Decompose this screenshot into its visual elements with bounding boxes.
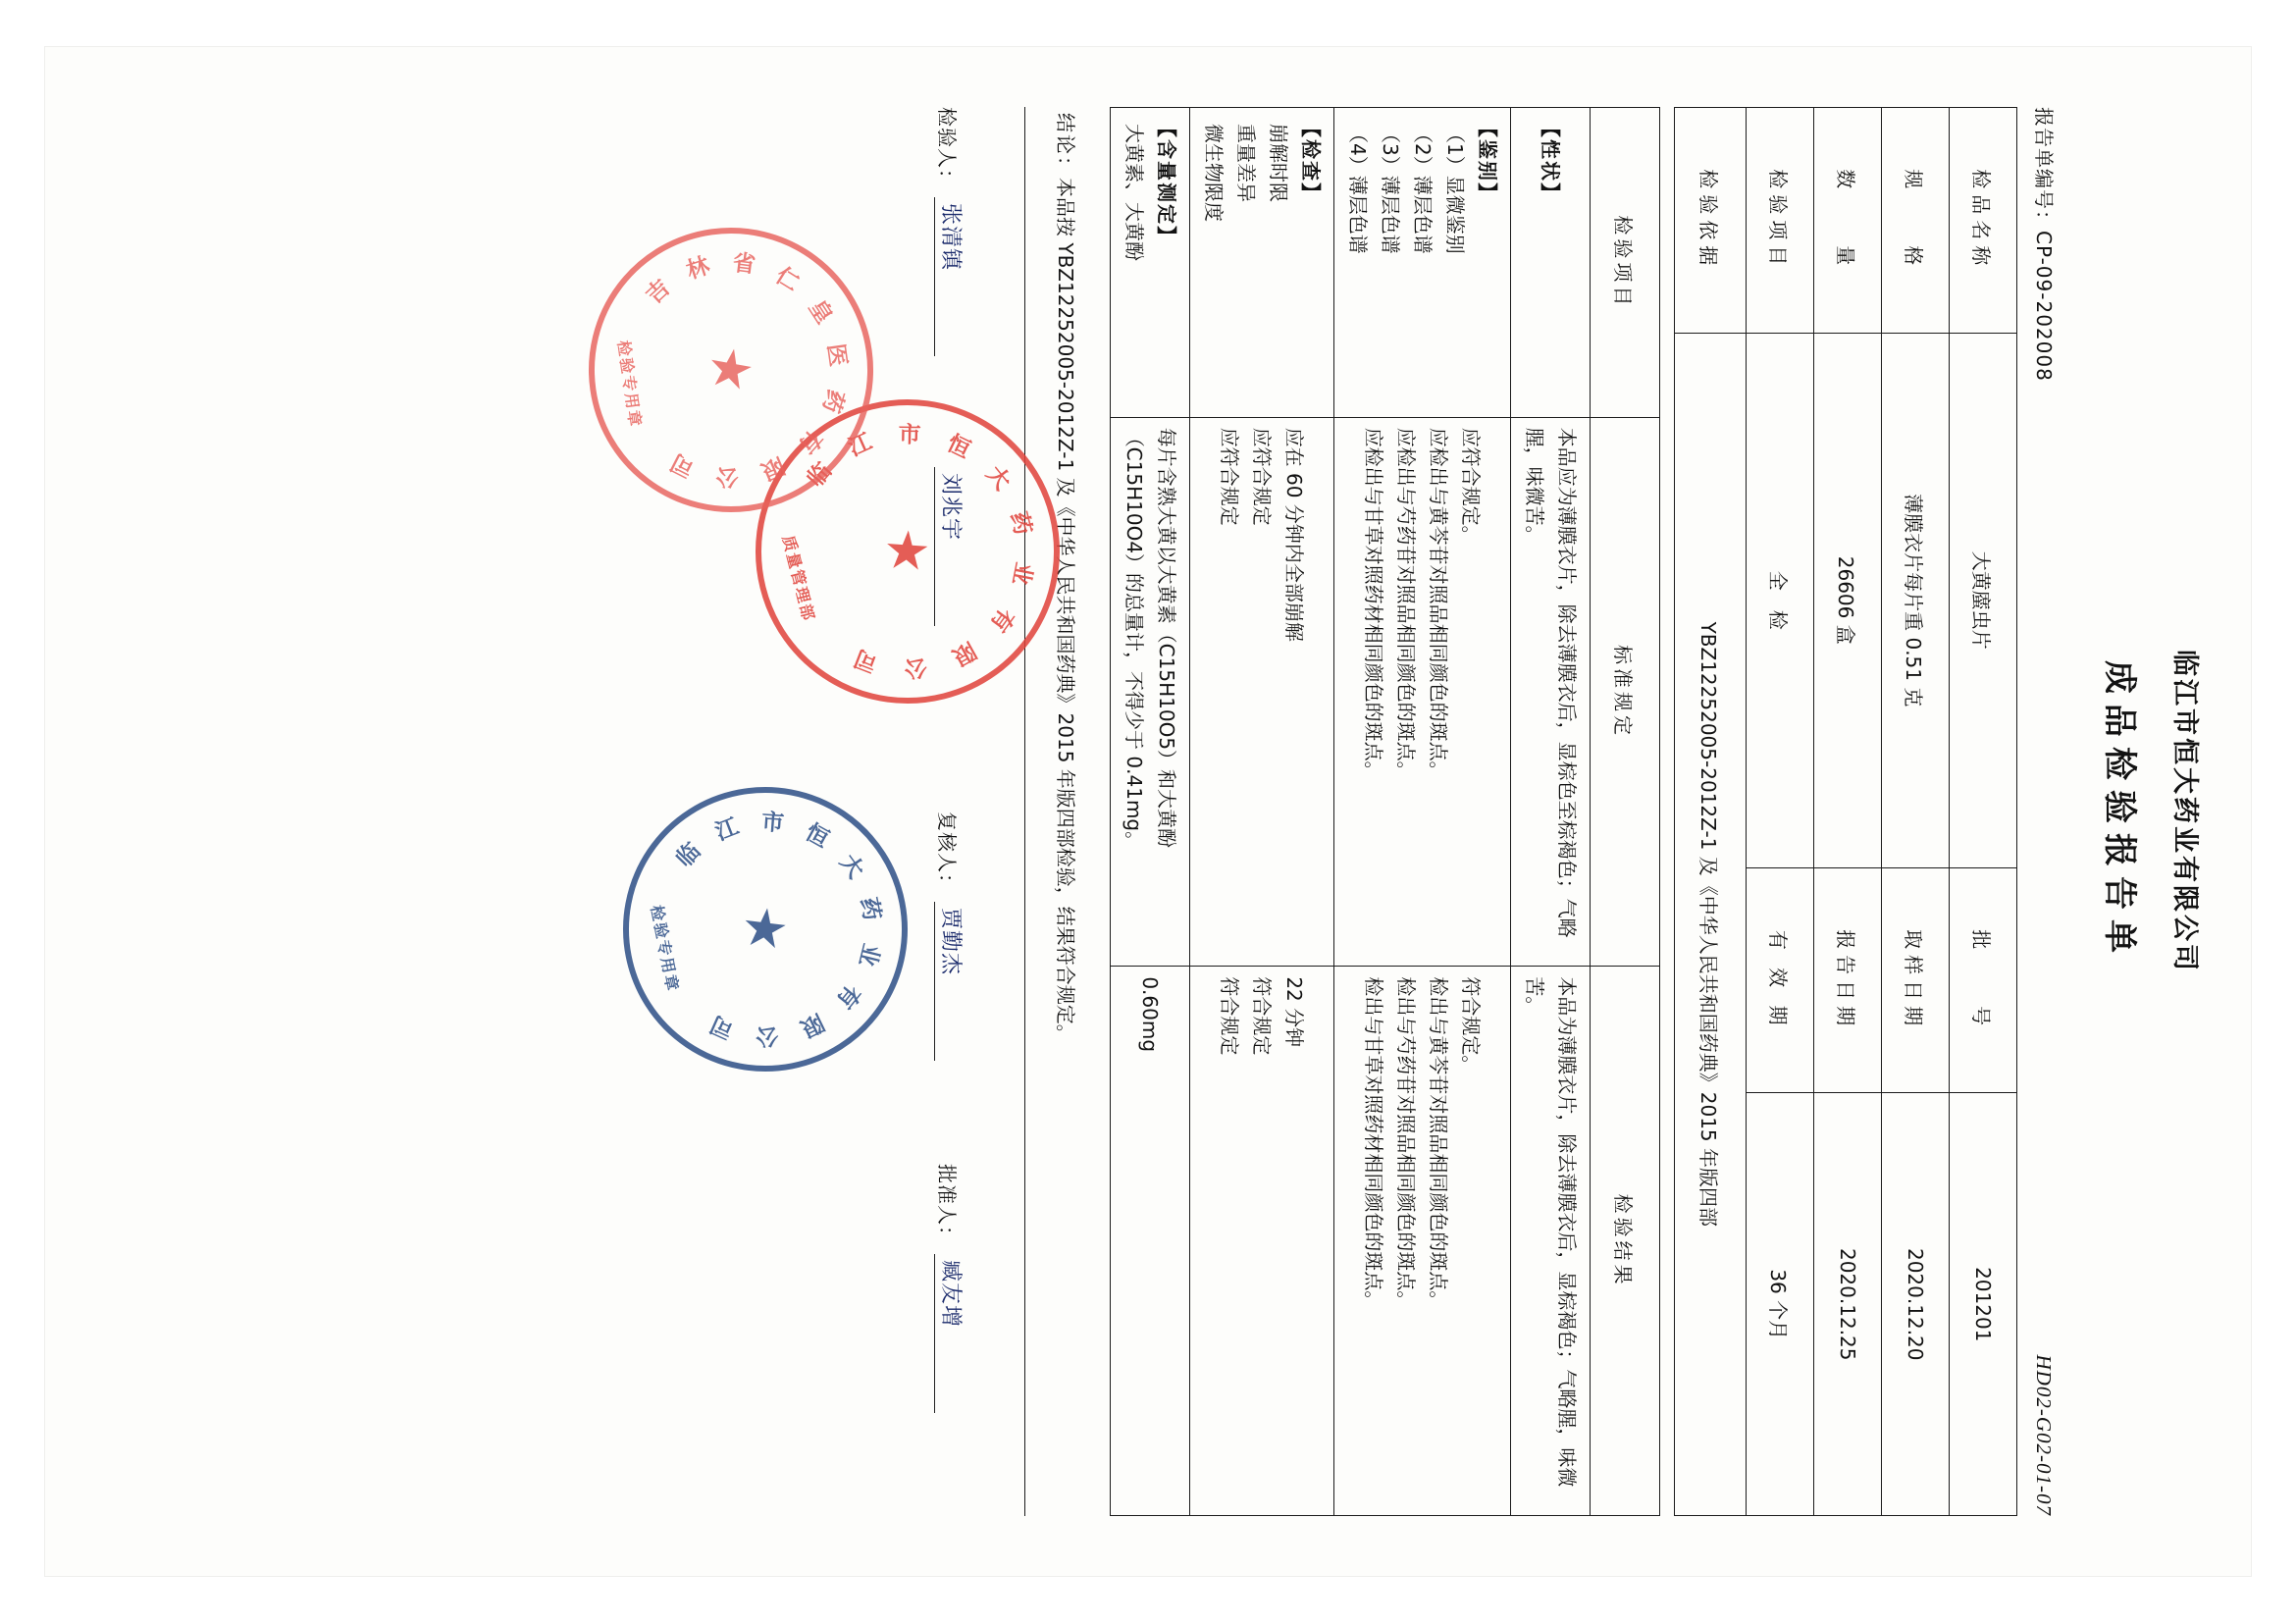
result-spec-jianbie [1334, 417, 1511, 967]
company-seal-red-1 [723, 367, 1092, 736]
document-title: 成品检验报告单 [2100, 660, 2139, 963]
result-item-group-label: 【检查】 [1299, 118, 1323, 204]
info-label-validity: 有 效 期 [1747, 867, 1814, 1093]
info-value-batch-no: 201201 [1950, 1093, 2017, 1516]
info-label-quantity: 数 量 [1814, 108, 1882, 334]
info-value-validity: 36 个月 [1747, 1093, 1814, 1516]
signature-approver [934, 1164, 967, 1516]
info-value-test-items: 全 检 [1747, 333, 1814, 867]
signature-name-reviewer: 贾勤杰 [934, 902, 967, 1061]
signature-inspector-2 [934, 459, 967, 812]
result-value-hanliang: 0.60mg [1111, 967, 1190, 1516]
result-item-sub: （4）薄层色谱 [1346, 124, 1370, 254]
result-spec-hanliang: 每片含熟大黄以大黄素（C15H10O5）和大黄酚（C15H10O4）的总量计，不得少于 0.41mg。 [1111, 417, 1190, 967]
signature-reviewer [934, 812, 967, 1164]
info-label-test-items: 检验项目 [1747, 108, 1814, 334]
info-value-basis: YBZ12252005-2012Z-1 及《中华人民共和国药典》2015 年版四部 [1675, 333, 1747, 1515]
result-spec-xingzhuang: 本品应为薄膜衣片，除去薄膜衣后，显棕色至棕褐色；气略腥，味微苦。 [1511, 417, 1591, 967]
result-line: 符合规定 [1218, 976, 1242, 1056]
result-line: 符合规定 [1250, 976, 1275, 1056]
table-row [1747, 108, 1814, 1516]
result-item-hanliang [1111, 108, 1190, 418]
signature-divider [1024, 107, 1025, 1516]
spec-line: 应在 60 分钟内全部崩解 [1282, 427, 1307, 642]
seal-arc-text: 临 江 市 恒 大 药 业 有 限 公 司 [803, 422, 1037, 681]
info-label-report-date: 报告日期 [1814, 867, 1882, 1093]
spec-line: 应符合规定。 [1459, 427, 1484, 546]
info-label-spec: 规 格 [1882, 108, 1950, 334]
signature-name-inspector-2: 刘兆宇 [934, 467, 967, 626]
info-label-basis: 检验依据 [1675, 108, 1747, 334]
signature-label-reviewer: 复核人： [935, 812, 959, 894]
result-line: 检出与黄芩苷对照品相同颜色的斑点。 [1427, 976, 1451, 1311]
spec-line: 应检出与黄芩苷对照品相同颜色的斑点。 [1427, 427, 1451, 781]
result-item-sub: （1）显微鉴别 [1443, 124, 1467, 254]
result-line: 符合规定。 [1459, 976, 1484, 1075]
spec-line: 应符合规定 [1250, 427, 1275, 526]
result-item-sub: 微生物限度 [1202, 124, 1226, 222]
signature-label-inspector: 检验人： [935, 107, 959, 189]
table-row [1334, 108, 1511, 1516]
result-item-group-label: 【性状】 [1539, 118, 1563, 204]
signature-name-approver: 臧友增 [934, 1254, 967, 1413]
seal-arc-text: 吉 林 省 仁 皇 医 药 有 限 公 司 [641, 250, 851, 490]
result-item-group-label: 【含量测定】 [1155, 118, 1178, 247]
result-item-group-label: 【鉴别】 [1476, 118, 1499, 204]
result-item-jiancha [1190, 108, 1334, 418]
result-item-jianbie [1334, 108, 1511, 418]
result-header-spec: 标准规定 [1591, 417, 1660, 967]
spec-line: 应检出与甘草对照药材相同颜色的斑点。 [1362, 427, 1386, 781]
result-value-jianbie [1334, 967, 1511, 1516]
info-value-product-name: 大黄䗪虫片 [1950, 333, 2017, 867]
company-seal-red-2 [570, 209, 892, 531]
result-table-header [1591, 108, 1660, 1516]
result-item-sub: 重量差异 [1234, 124, 1258, 202]
signature-label-approver: 批准人： [935, 1164, 959, 1246]
result-line: 检出与甘草对照药材相同颜色的斑点。 [1362, 976, 1386, 1311]
company-seal-blue [599, 762, 932, 1096]
seal-bottom-text: 检验专用章 [647, 903, 683, 994]
seal-ring [599, 762, 932, 1096]
result-value-jiancha [1190, 967, 1334, 1516]
result-item-xingzhuang [1511, 108, 1591, 418]
conclusion-text: 本品按 YBZ12252005-2012Z-1 及《中华人民共和国药典》2015 年版四部检验，结果符合规定。 [1054, 178, 1077, 1044]
info-label-sampling-date: 取样日期 [1882, 867, 1950, 1093]
signature-name-inspector: 张清镇 [934, 197, 967, 356]
seal-ring [723, 367, 1092, 736]
star-icon: ★ [697, 341, 766, 398]
info-value-sampling-date: 2020.12.20 [1882, 1093, 1950, 1516]
result-header-item: 检验项目 [1591, 108, 1660, 418]
spec-line: 应检出与芍药苷对照品相同颜色的斑点。 [1394, 427, 1419, 781]
seal-ring [570, 209, 892, 531]
result-item-sub: 崩解时限 [1267, 124, 1290, 202]
report-sheet [44, 46, 2252, 1577]
company-name: 临江市恒大药业有限公司 [2169, 650, 2200, 973]
result-item-sub: （2）薄层色谱 [1411, 124, 1435, 254]
info-table [1674, 107, 2017, 1516]
meta-row [2031, 107, 2060, 1516]
table-row [1511, 108, 1591, 1516]
star-icon: ★ [872, 520, 944, 582]
form-code: HD02-G02-01-07 [2032, 1354, 2056, 1516]
report-number-value: CP-09-202008 [2032, 231, 2056, 382]
result-spec-jiancha [1190, 417, 1334, 967]
table-row [1675, 108, 1747, 1516]
info-value-report-date: 2020.12.25 [1814, 1093, 1882, 1516]
result-item-sub: （3）薄层色谱 [1379, 124, 1402, 254]
result-line: 22 分钟 [1282, 976, 1307, 1048]
result-line: 检出与芍药苷对照品相同颜色的斑点。 [1394, 976, 1419, 1311]
result-table [1110, 107, 1660, 1516]
result-value-xingzhuang: 本品为薄膜衣片，除去薄膜衣后，显棕褐色；气略腥，味微苦。 [1511, 967, 1591, 1516]
info-label-product-name: 检品名称 [1950, 108, 2017, 334]
spec-line: 应符合规定 [1218, 427, 1242, 526]
table-row [1111, 108, 1190, 1516]
signature-inspector [934, 107, 967, 459]
report-number-label: 报告单编号： [2032, 107, 2056, 231]
scanned-page [44, 46, 2252, 1577]
result-item-sub: 大黄素、大黄酚 [1122, 124, 1146, 261]
info-value-spec: 薄膜衣片每片重 0.51 克 [1882, 333, 1950, 867]
table-row [1950, 108, 2017, 1516]
conclusion-label: 结论： [1054, 113, 1077, 178]
info-value-quantity: 26606 盒 [1814, 333, 1882, 867]
seal-arc-text: 临 江 市 恒 大 药 业 有 限 公 司 [671, 809, 885, 1049]
table-row [1190, 108, 1334, 1516]
table-row [1882, 108, 1950, 1516]
seal-bottom-text: 检验专用章 [613, 339, 646, 430]
table-row [1814, 108, 1882, 1516]
star-icon: ★ [730, 900, 802, 959]
result-header-result: 检验结果 [1591, 967, 1660, 1516]
report-number [2031, 107, 2060, 382]
signature-row [934, 107, 967, 1516]
info-label-batch-no: 批 号 [1950, 867, 2017, 1093]
conclusion [1047, 107, 1084, 1516]
seal-bottom-text: 质量管理部 [778, 533, 819, 624]
